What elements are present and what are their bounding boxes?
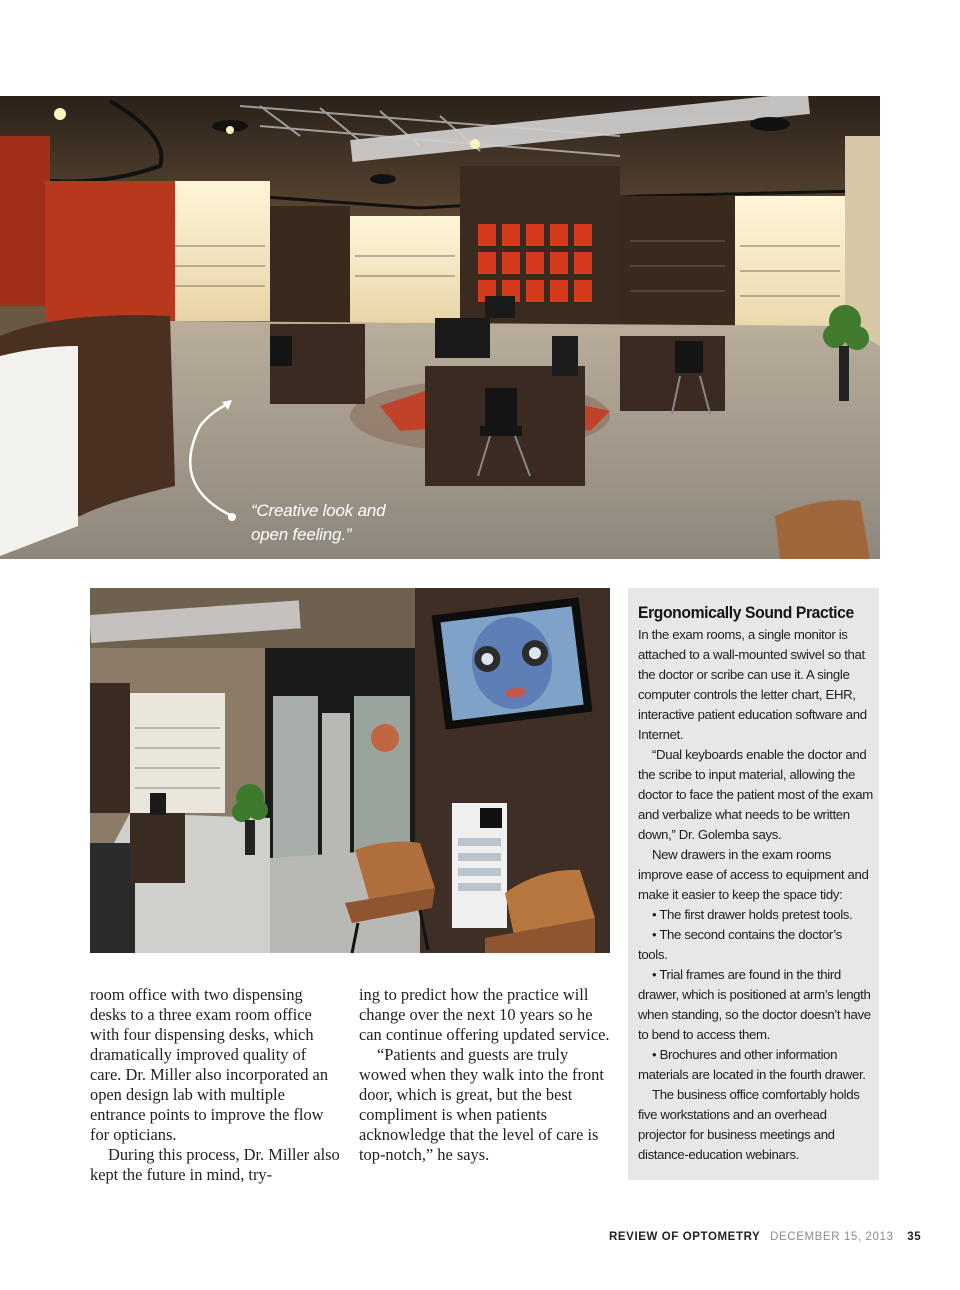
- page-number: 35: [907, 1231, 922, 1243]
- body-paragraph: During this process, Dr. Miller also kept the future in mind, try-: [90, 1145, 340, 1184]
- optical-showroom-photo: [0, 96, 880, 559]
- sidebar-paragraph: In the exam rooms, a single monitor is attached to a wall-mounted swivel so that the doctor or scribe can use it. A single computer controls the letter chart, EHR, interactive patient education software and Internet.: [638, 627, 867, 742]
- sidebar-paragraph: The business office comfortably holds five workstations and an overhead projector for business meetings and distance-education webinars.: [638, 1087, 860, 1162]
- sidebar-bullet: • Brochures and other information materials are located in the fourth drawer.: [638, 1047, 866, 1082]
- sidebar-box: [628, 588, 879, 1180]
- sidebar-paragraph: New drawers in the exam rooms improve ease of access to equipment and make it easier to keep the space tidy:: [638, 847, 869, 902]
- body-paragraph: ing to predict how the practice will change over the next 10 years so he can continue offering updated service.: [359, 985, 610, 1044]
- waiting-area-photo: [90, 588, 610, 953]
- body-paragraph: “Patients and guests are truly wowed when they walk into the front door, which is great, but the best compliment is when patients acknowledge that the level of care is top-notch,” he says.: [359, 1045, 604, 1164]
- sidebar-paragraph: “Dual keyboards enable the doctor and the scribe to input material, allowing the doctor to face the patient most of the exam and verbalize what needs to be written down,” Dr. Golemba says.: [638, 747, 873, 842]
- sidebar-bullet: • The first drawer holds pretest tools.: [652, 907, 853, 922]
- caption-line-2: open feeling.”: [251, 525, 352, 544]
- issue-date: DECEMBER 15, 2013: [770, 1231, 894, 1243]
- sidebar-title: Ergonomically Sound Practice: [638, 604, 854, 622]
- caption-line-1: “Creative look and: [251, 501, 386, 520]
- sidebar-bullet: • Trial frames are found in the third drawer, which is positioned at arm’s length when standing, so the doctor doesn’t have to bend to access them.: [638, 967, 871, 1042]
- page-footer: [609, 1231, 922, 1243]
- publication-name: REVIEW OF OPTOMETRY: [609, 1231, 761, 1243]
- sidebar-bullet: • The second contains the doctor’s tools.: [638, 927, 842, 962]
- photo-caption: [251, 499, 451, 547]
- body-column-left: [90, 985, 340, 1185]
- body-column-right: [359, 985, 611, 1165]
- body-paragraph: room office with two dispensing desks to a three exam room office with four dispensing desks, which dramatically improved quality of care. Dr. Miller also incorporated an open design lab with multiple entrance points to improve the flow for opticians.: [90, 985, 329, 1144]
